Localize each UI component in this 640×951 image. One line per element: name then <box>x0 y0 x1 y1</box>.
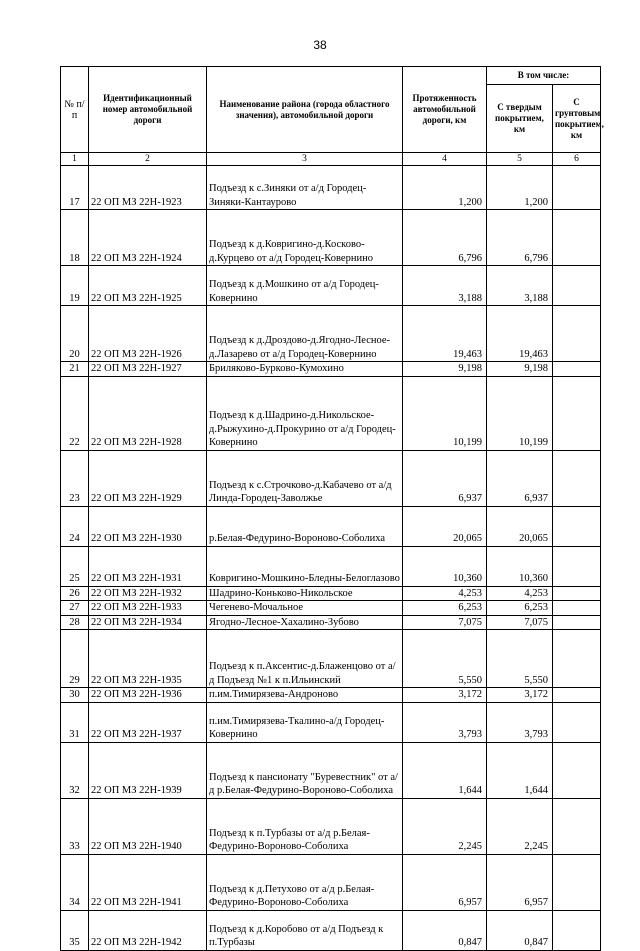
road-length: 3,172 <box>403 688 487 703</box>
hard-surface-length: 0,847 <box>487 910 553 950</box>
road-length: 19,463 <box>403 306 487 362</box>
table-row <box>61 306 601 362</box>
road-length: 1,644 <box>403 742 487 798</box>
hard-surface-length: 10,360 <box>487 546 553 586</box>
hard-surface-length: 1,644 <box>487 742 553 798</box>
hard-surface-length: 9,198 <box>487 362 553 377</box>
road-name: Подъезд к пансионату "Буревестник" от а/д р.Белая-Федурино-Вороново-Соболиха <box>207 742 403 798</box>
row-number: 23 <box>61 450 89 506</box>
road-name: Ягодно-Лесное-Хахалино-Зубово <box>207 615 403 630</box>
dirt-surface-length <box>553 376 601 450</box>
hard-surface-length: 1,200 <box>487 166 553 210</box>
header-hard-surface: С твердым покрытием, км <box>487 85 553 153</box>
row-number: 22 <box>61 376 89 450</box>
road-name: Подъезд к д.Дроздово-д.Ягодно-Лесное-д.Лазарево от а/д Городец-Ковернино <box>207 306 403 362</box>
road-name: Подъезд к д.Мошкино от а/д Городец-Ковернино <box>207 266 403 306</box>
road-name: Подъезд к с.Зиняки от а/д Городец-Зиняки-Кантаурово <box>207 166 403 210</box>
road-identifier: 22 ОП МЗ 22Н-1931 <box>89 546 207 586</box>
header-road-name: Наименование района (города областного значения), автомобильной дороги <box>207 67 403 153</box>
dirt-surface-length <box>553 910 601 950</box>
road-name: р.Белая-Федурино-Вороново-Соболиха <box>207 506 403 546</box>
road-name: Подъезд к п.Турбазы от а/д р.Белая-Федурино-Вороново-Соболиха <box>207 798 403 854</box>
table-row <box>61 630 601 688</box>
hard-surface-length: 3,172 <box>487 688 553 703</box>
road-length: 3,793 <box>403 702 487 742</box>
dirt-surface-length <box>553 450 601 506</box>
row-number: 28 <box>61 615 89 630</box>
table-row <box>61 210 601 266</box>
road-name: Подъезд к д.Шадрино-д.Никольское-д.Рыжухино-д.Прокурино от а/д Городец-Ковернино <box>207 376 403 450</box>
hard-surface-length: 3,793 <box>487 702 553 742</box>
table-row <box>61 601 601 616</box>
column-numbers-row <box>61 153 601 166</box>
dirt-surface-length <box>553 742 601 798</box>
row-number: 21 <box>61 362 89 377</box>
road-name: п.им.Тимирязева-Андроново <box>207 688 403 703</box>
road-length: 7,075 <box>403 615 487 630</box>
road-length: 6,796 <box>403 210 487 266</box>
hard-surface-length: 19,463 <box>487 306 553 362</box>
road-identifier: 22 ОП МЗ 22Н-1932 <box>89 586 207 601</box>
road-name: Подъезд к п.Аксентис-д.Блаженцово от а/д Подъезд №1 к п.Ильинский <box>207 630 403 688</box>
road-identifier: 22 ОП МЗ 22Н-1923 <box>89 166 207 210</box>
road-length: 6,957 <box>403 854 487 910</box>
dirt-surface-length <box>553 362 601 377</box>
road-length: 6,253 <box>403 601 487 616</box>
table-body <box>61 166 601 951</box>
road-identifier: 22 ОП МЗ 22Н-1935 <box>89 630 207 688</box>
table-row <box>61 798 601 854</box>
table-row <box>61 615 601 630</box>
hard-surface-length: 5,550 <box>487 630 553 688</box>
road-length: 4,253 <box>403 586 487 601</box>
header-number: № п/п <box>61 67 89 153</box>
road-name: Бриляково-Бурково-Кумохино <box>207 362 403 377</box>
road-identifier: 22 ОП МЗ 22Н-1941 <box>89 854 207 910</box>
dirt-surface-length <box>553 586 601 601</box>
hard-surface-length: 2,245 <box>487 798 553 854</box>
row-number: 24 <box>61 506 89 546</box>
road-identifier: 22 ОП МЗ 22Н-1942 <box>89 910 207 950</box>
row-number: 33 <box>61 798 89 854</box>
row-number: 20 <box>61 306 89 362</box>
column-number: 1 <box>61 153 89 166</box>
road-length: 10,360 <box>403 546 487 586</box>
page-number: 38 <box>313 38 327 52</box>
road-name: Подъезд к д.Коробово от а/д Подъезд к п.Турбазы <box>207 910 403 950</box>
hard-surface-length: 6,796 <box>487 210 553 266</box>
road-identifier: 22 ОП МЗ 22Н-1930 <box>89 506 207 546</box>
row-number: 35 <box>61 910 89 950</box>
road-length: 6,937 <box>403 450 487 506</box>
dirt-surface-length <box>553 601 601 616</box>
dirt-surface-length <box>553 306 601 362</box>
road-length: 3,188 <box>403 266 487 306</box>
road-identifier: 22 ОП МЗ 22Н-1925 <box>89 266 207 306</box>
dirt-surface-length <box>553 266 601 306</box>
road-length: 9,198 <box>403 362 487 377</box>
hard-surface-length: 6,253 <box>487 601 553 616</box>
hard-surface-length: 6,937 <box>487 450 553 506</box>
table-header <box>61 67 604 166</box>
road-length: 5,550 <box>403 630 487 688</box>
table-row <box>61 376 601 450</box>
table-row <box>61 362 601 377</box>
table-row <box>61 742 601 798</box>
dirt-surface-length <box>553 210 601 266</box>
column-number: 4 <box>403 153 487 166</box>
road-name: Ковригино-Мошкино-Бледны-Белоглазово <box>207 546 403 586</box>
column-number: 3 <box>207 153 403 166</box>
table-row <box>61 506 601 546</box>
table-row <box>61 546 601 586</box>
road-identifier: 22 ОП МЗ 22Н-1929 <box>89 450 207 506</box>
header-dirt-surface: С грунтовым покрытием, км <box>553 85 601 153</box>
roads-table <box>60 66 604 951</box>
header-identifier: Идентификационный номер автомобильной дороги <box>89 67 207 153</box>
road-identifier: 22 ОП МЗ 22Н-1933 <box>89 601 207 616</box>
table-row <box>61 266 601 306</box>
table-row <box>61 450 601 506</box>
table-row <box>61 688 601 703</box>
road-length: 1,200 <box>403 166 487 210</box>
road-length: 0,847 <box>403 910 487 950</box>
road-name: п.им.Тимирязева-Ткалино-а/д Городец-Ковернино <box>207 702 403 742</box>
row-number: 27 <box>61 601 89 616</box>
dirt-surface-length <box>553 688 601 703</box>
road-identifier: 22 ОП МЗ 22Н-1939 <box>89 742 207 798</box>
road-identifier: 22 ОП МЗ 22Н-1937 <box>89 702 207 742</box>
hard-surface-length: 6,957 <box>487 854 553 910</box>
row-number: 25 <box>61 546 89 586</box>
road-identifier: 22 ОП МЗ 22Н-1927 <box>89 362 207 377</box>
row-number: 34 <box>61 854 89 910</box>
hard-surface-length: 3,188 <box>487 266 553 306</box>
column-number: 2 <box>89 153 207 166</box>
row-number: 19 <box>61 266 89 306</box>
road-name: Подъезд к д.Ковригино-д.Косково-д.Курцево от а/д Городец-Ковернино <box>207 210 403 266</box>
table-row <box>61 166 601 210</box>
hard-surface-length: 10,199 <box>487 376 553 450</box>
road-name: Чегенево-Мочальное <box>207 601 403 616</box>
header-length: Протяженность автомобильной дороги, км <box>403 67 487 153</box>
row-number: 31 <box>61 702 89 742</box>
dirt-surface-length <box>553 506 601 546</box>
road-length: 10,199 <box>403 376 487 450</box>
table-row <box>61 910 601 950</box>
row-number: 32 <box>61 742 89 798</box>
column-number: 5 <box>487 153 553 166</box>
road-name: Подъезд к д.Петухово от а/д р.Белая-Федурино-Вороново-Соболиха <box>207 854 403 910</box>
column-number: 6 <box>553 153 601 166</box>
dirt-surface-length <box>553 630 601 688</box>
road-identifier: 22 ОП МЗ 22Н-1934 <box>89 615 207 630</box>
row-number: 29 <box>61 630 89 688</box>
road-name: Шадрино-Коньково-Никольское <box>207 586 403 601</box>
road-identifier: 22 ОП МЗ 22Н-1928 <box>89 376 207 450</box>
dirt-surface-length <box>553 854 601 910</box>
header-including: В том числе: <box>487 67 601 85</box>
hard-surface-length: 20,065 <box>487 506 553 546</box>
road-name: Подъезд к с.Строчково-д.Кабачево от а/д Линда-Городец-Заволжье <box>207 450 403 506</box>
dirt-surface-length <box>553 166 601 210</box>
row-number: 26 <box>61 586 89 601</box>
road-identifier: 22 ОП МЗ 22Н-1936 <box>89 688 207 703</box>
dirt-surface-length <box>553 702 601 742</box>
dirt-surface-length <box>553 546 601 586</box>
table-row <box>61 854 601 910</box>
dirt-surface-length <box>553 615 601 630</box>
table-row <box>61 702 601 742</box>
row-number: 18 <box>61 210 89 266</box>
dirt-surface-length <box>553 798 601 854</box>
road-identifier: 22 ОП МЗ 22Н-1940 <box>89 798 207 854</box>
road-length: 2,245 <box>403 798 487 854</box>
hard-surface-length: 7,075 <box>487 615 553 630</box>
road-length: 20,065 <box>403 506 487 546</box>
hard-surface-length: 4,253 <box>487 586 553 601</box>
table-row <box>61 586 601 601</box>
road-identifier: 22 ОП МЗ 22Н-1924 <box>89 210 207 266</box>
road-identifier: 22 ОП МЗ 22Н-1926 <box>89 306 207 362</box>
row-number: 30 <box>61 688 89 703</box>
row-number: 17 <box>61 166 89 210</box>
